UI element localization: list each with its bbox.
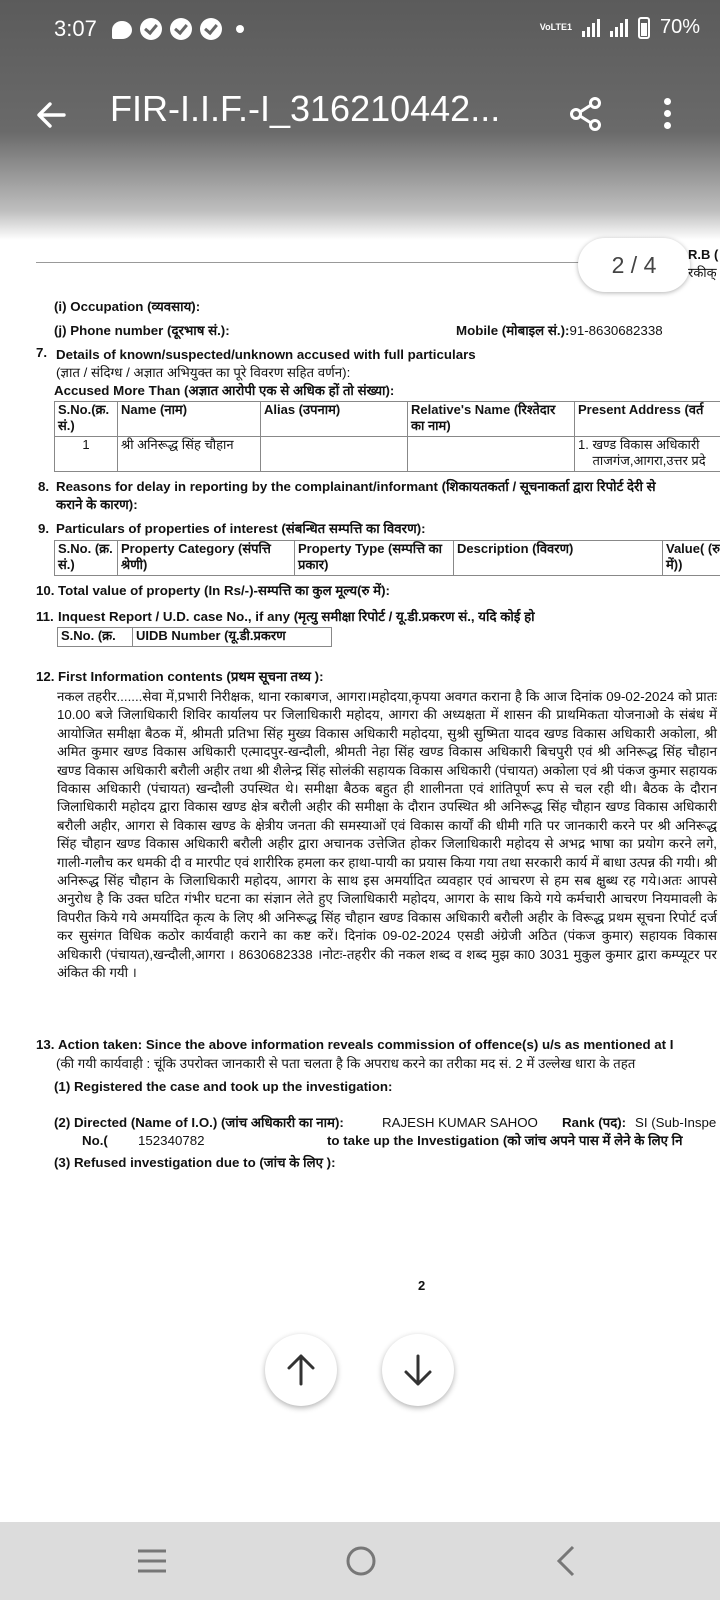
occupation-label: (i) Occupation (व्यवसाय): <box>54 299 201 314</box>
table-header-cell: S.No.(क्र. सं.) <box>55 402 118 437</box>
recent-apps-icon[interactable] <box>136 1546 168 1580</box>
table-row <box>55 437 720 472</box>
section-8-number: 8. <box>38 479 50 494</box>
section-12-number: 12. <box>36 669 55 684</box>
rank-value: SI (Sub-Inspe <box>635 1115 717 1130</box>
section-13-number: 13. <box>36 1037 55 1052</box>
page-divider <box>36 262 596 263</box>
section-9-number: 9. <box>38 521 50 536</box>
home-icon[interactable] <box>344 1544 378 1582</box>
accused-count-label: Accused More Than (अज्ञात आरोपी एक से अधिक हों तो संख्या): <box>54 383 395 398</box>
arrow-down-icon <box>382 1334 454 1406</box>
page-number: 2 <box>418 1278 426 1293</box>
previous-page-button[interactable] <box>265 1334 337 1406</box>
table-header-cell: Alias (उपनाम) <box>261 402 408 437</box>
property-table <box>54 540 720 576</box>
section-13-hindi: (की गयी कार्यवाही : चूंकि उपरोक्त जानकारी से पता चलता है कि अपराध करने का तरीका मद सं. 2 में उल्लेख धारा के तहत <box>56 1056 636 1071</box>
accused-table <box>54 401 720 472</box>
table-header-cell: Value( (रु में)) <box>663 541 720 576</box>
first-information-text: नकल तहरीर.......सेवा में,प्रभारी निरीक्षक, थाना रकाबगज, आगरा।महोदया,कृपया अवगत कराना है कि आज दिनांक 09-02-2024 को प्रातः 10.00 बजे जिलाधिकारी शिविर कार्यालय पर जिलाधिकारी महोदय, आगरा की अध्यक्षता में शासन की प्राथमिकता योजनाओ के संबंध में आयोजित समीक्षा बैठक में, श्रीमती प्रतिभा सिंह मुख्य विकास अधिकारी महोदया, सुश्री सुष्मिता यादव खण्ड विकास अधिकारी अकोला, श्री अमित कुमार खण्ड विकास अधिकारी एत्मादपुर-खन्दौली, श्रीमती नेहा सिंह खण्ड विकास अधिकारी बिचपुरी एवं श्री अनिरूद्ध सिंह चौहान खण्ड विकास अधिकारी बरौली अहीर तथा श्री शैलेन्द्र सिंह सोलंकी सहायक विकास अधिकारी (पंचायत) अकोला एवं श्री पंकज कुमार सहायक विकास अधिकारी (पंचायत) खन्दौली उपस्थित थे। समीक्षा बैठक बहुत ही शालीनता एवं शांतिपूर्ण रूप से चल रही थी। बैठक के दौरान जिलाधिकारी महोदय द्वारा विकास खण्ड क्षेत्र बरौली अहीर की समीक्षा के दौरान उपस्थित श्री अनिरूद्ध सिंह चौहान खण्ड विकास अधिकारी बरौली अहीर, आगरा से विकास खण्ड के क्षेत्रीय जनता की समस्याओं एवं विकास कार्यों की धीमी गति पर जानकारी करने पर श्री अनिरूद्ध सिंह चौहान खण्ड विकास अधिकारी बरौली अहीर द्वारा अचानक उत्तेजित होकर जिलाधिकारी महोदय से अभद्र भाषा का प्रयोग करने लगे, गाली-गलौच कर धमकी दी व मारपीट एवं शारीरिक हमला कर हाथा-पायी का प्रयास किया गया तथा सरकारी कार्य में बाधा उत्पन्न की गयी। श्री अनिरूद्ध सिंह चौहान के जिलाधिकारी महोदय, आगरा के साथ इस अमर्यादित व्यवहार एवं आचरण से हम सब क्षुब्ध रह गये।अतः आपसे अनुरोध है कि उक्त घटित गंभीर घटना का संज्ञान लेते हुए जिलाधिकारी महोदय, आगरा के साथ किये गये कर्मचारी आचरण नियमावली के विपरीत किये गये अमर्यादित कृत्य के लिए श्री अनिरूद्ध सिंह चौहान खण्ड विकास अधिकारी बरौली अहीर के विरूद्ध प्रथम सूचना रिपोर्ट दर्ज कर सुसंगत विधिक कठोर कार्यवाही कराने का कष्ट करें। दिनांक 09-02-2024 एसडी अंग्रेजी अठित (पंकज कुमार) सहायक विकास अधिकारी (पंचायत),खन्दौली,आगरा । 8630682338 ।नोटः-तहरीर की नकल शब्द व शब्द मुझ का0 3031 मुकुल कुमार द्वारा कम्प्यूटर पर अंकित की गयी । <box>57 689 717 981</box>
section-12-heading: First Information contents (प्रथम सूचना तथ्य ): <box>58 669 324 684</box>
section-13-heading: Action taken: Since the above information reveals commission of offence(s) u/s as mentioned at I <box>58 1037 674 1052</box>
table-header-cell: UIDB Number (यू.डी.प्रकरण <box>133 628 332 647</box>
table-header-cell: Description (विवरण) <box>454 541 663 576</box>
mobile-field: Mobile (मोबाइल सं.):91-8630682338 <box>456 323 663 338</box>
table-header-cell: S.No. (क्र. सं.) <box>55 541 118 576</box>
table-header-row <box>58 628 332 647</box>
phone-label: (j) Phone number (दूरभाष सं.): <box>54 323 230 338</box>
back-nav-icon[interactable] <box>554 1544 578 1582</box>
section-8-heading-cont: कराने के कारण): <box>56 497 138 512</box>
table-header-cell: Relative's Name (रिश्तेदार का नाम) <box>408 402 575 437</box>
table-cell: श्री अनिरूद्ध सिंह चौहान <box>118 437 261 472</box>
table-header-row <box>55 402 720 437</box>
io-number-label: No.( <box>82 1133 108 1148</box>
section-7-number: 7. <box>36 345 48 360</box>
next-page-button[interactable] <box>382 1334 454 1406</box>
section-10-number: 10. <box>36 583 55 598</box>
table-header-cell: Property Category (संपत्ति श्रेणी) <box>118 541 295 576</box>
action-registered: (1) Registered the case and took up the investigation: <box>54 1079 393 1094</box>
section-7-subheading: (ज्ञात / संदिग्ध / अज्ञात अभियुक्त का पूरे विवरण सहित वर्णन): <box>56 365 351 380</box>
cut-off-header-text: R.B ( रकीक् <box>688 247 719 280</box>
section-11-heading: Inquest Report / U.D. case No., if any (मृत्यु समीक्षा रिपोर्ट / यू.डी.प्रकरण सं., यदि कोई हो <box>58 609 535 624</box>
io-name: RAJESH KUMAR SAHOO <box>382 1115 538 1130</box>
action-refused: (3) Refused investigation due to (जांच के लिए ): <box>54 1155 336 1170</box>
table-header-cell: Property Type (सम्पत्ति का प्रकार) <box>295 541 454 576</box>
section-11-number: 11. <box>36 609 54 624</box>
table-header-row <box>55 541 720 576</box>
table-cell: 1. खण्ड विकास अधिकारी ताजगंज,आगरा,उत्तर प्रदे <box>575 437 720 472</box>
page-indicator: 2 / 4 <box>578 238 690 292</box>
table-header-cell: Name (नाम) <box>118 402 261 437</box>
section-8-heading: Reasons for delay in reporting by the complainant/informant (शिकायतकर्ता / सूचनाकर्ता द्वारा रिपोर्ट देरी से <box>56 479 656 494</box>
battery-percent: 70% <box>659 16 700 38</box>
arrow-up-icon <box>265 1334 337 1406</box>
table-header-cell: S.No. (क्र. <box>58 628 133 647</box>
section-9-heading: Particulars of properties of interest (संबन्धित सम्पत्ति का विवरण): <box>56 521 426 536</box>
volte-icon: VoLTE1 <box>539 22 572 32</box>
table-cell <box>261 437 408 472</box>
section-7-heading: Details of known/suspected/unknown accused with full particulars <box>56 347 476 362</box>
rank-label: Rank (पद): <box>562 1115 627 1130</box>
table-cell: 1 <box>55 437 118 472</box>
table-cell <box>408 437 575 472</box>
status-time: 3:07 <box>54 16 97 41</box>
document-title: FIR-I.I.F.-I_316210442... <box>110 88 501 129</box>
action-directed-label: (2) Directed (Name of I.O.) (जांच अधिकारी का नाम): <box>54 1115 344 1130</box>
investigation-note: to take up the Investigation (को जांच अपने पास में लेने के लिए नि <box>327 1133 683 1148</box>
system-navigation-bar <box>0 1522 720 1600</box>
uidb-table <box>57 627 332 647</box>
io-number: 152340782 <box>138 1133 205 1148</box>
table-header-cell: Present Address (वर्त <box>575 402 720 437</box>
section-10-heading: Total value of property (In Rs/-)-सम्पत्ति का कुल मूल्य(रु में): <box>58 583 390 598</box>
